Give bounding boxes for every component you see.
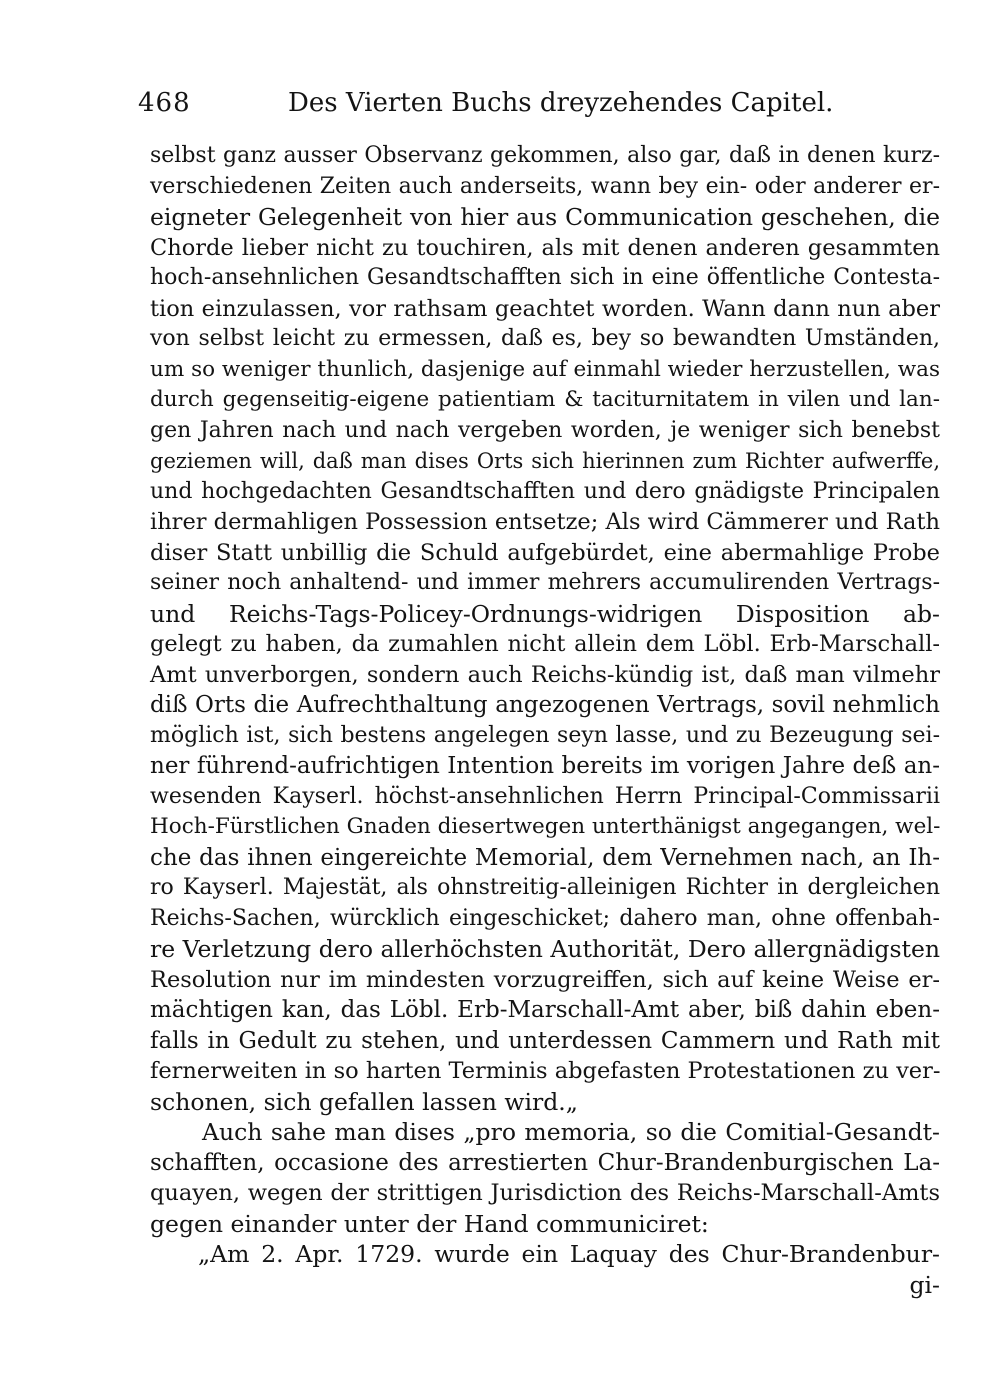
text-line: hoch-ansehnlichen Gesandtschafften sich in eine öffentliche Contesta- [150, 265, 940, 290]
text-line: wesenden Kayserl. höchst-ansehnlichen Herrn Principal-Commissarii [150, 783, 940, 809]
text-line: tion einzulassen, vor rathsam geachtet worden. Wann dann nun aber [150, 295, 940, 322]
body-text [150, 141, 940, 1300]
running-head [138, 88, 834, 128]
text-line: Auch sahe man dises „pro memoria, so die Comitial-Gesandt- [202, 1118, 940, 1146]
text-line: möglich ist, sich bestens angelegen seyn lasse, und zu Bezeugung sei- [150, 722, 940, 748]
text-line: „Am 2. Apr. 1729. wurde ein Laquay des Chur-Brandenbur- [198, 1240, 940, 1268]
text-line: falls in Gedult zu stehen, und unterdessen Cammern und Rath mit [150, 1027, 940, 1054]
text-line: gelegt zu haben, da zumahlen nicht allein dem Löbl. Erb-Marschall- [150, 631, 940, 657]
text-line: Hoch-Fürstlichen Gnaden diesertwegen unterthänigst angegangen, wel- [150, 814, 941, 839]
text-line: Amt unverborgen, sondern auch Reichs-kündig ist, daß man vilmehr [150, 661, 940, 688]
text-line: Chorde lieber nicht zu touchiren, als mit denen anderen gesammten [150, 234, 940, 261]
text-line: ihrer dermahligen Possession entsetze; Als wird Cämmerer und Rath [150, 509, 940, 535]
text-line: Reichs-Sachen, würcklich eingeschicket; dahero man, ohne offenbah- [150, 905, 940, 931]
text-line: verschiedenen Zeiten auch anderseits, wann bey ein- oder anderer er- [150, 173, 940, 199]
text-line: gegen einander unter der Hand communiciret: [150, 1209, 709, 1238]
text-line: seiner noch anhaltend- und immer mehrers accumulirenden Vertrags- [150, 570, 940, 595]
text-line: von selbst leicht zu ermessen, daß es, bey so bewandten Umständen, [150, 326, 940, 351]
text-line: schonen, sich gefallen lassen wird.„ [150, 1087, 578, 1116]
text-line: mächtigen kan, das Löbl. Erb-Marschall-Amt aber, biß dahin eben- [150, 997, 940, 1023]
text-line: re Verletzung dero allerhöchsten Authorität, Dero allergnädigsten [150, 935, 940, 963]
text-line: und hochgedachten Gesandtschafften und dero gnädigste Principalen [150, 478, 940, 504]
text-line: quayen, wegen der strittigen Jurisdiction des Reichs-Marschall-Amts [150, 1180, 940, 1206]
text-line: um so weniger thunlich, dasjenige auf einmahl wieder herzustellen, was [150, 356, 940, 382]
text-line: geziemen will, daß man dises Orts sich hierinnen zum Richter aufwerffe, [150, 449, 940, 473]
text-line: fernerweiten in so harten Terminis abgefasten Protestationen zu ver- [150, 1058, 941, 1084]
text-line: diser Statt unbillig die Schuld aufgebürdet, eine abermahlige Probe [150, 539, 940, 566]
text-line: eigneter Gelegenheit von hier aus Communication geschehen, die [150, 203, 940, 231]
page-number: 468 [138, 88, 191, 118]
text-line: gen Jahren nach und nach vergeben worden, je weniger sich benebst [150, 417, 940, 443]
text-line: schafften, occasione des arrestierten Chur-Brandenburgischen La- [150, 1149, 940, 1176]
text-line: durch gegenseitig-eigene patientiam & taciturnitatem in vilen und lan- [150, 387, 940, 412]
text-line: diß Orts die Aufrechthaltung angezogenen Vertrags, sovil nehmlich [150, 692, 940, 718]
catchword: gi- [909, 1270, 940, 1299]
running-title: Des Vierten Buchs dreyzehendes Capitel. [288, 88, 834, 118]
text-line: Resolution nur im mindesten vorzugreiffen, sich auf keine Weise er- [150, 966, 940, 993]
text-line: ner führend-aufrichtigen Intention bereits im vorigen Jahre deß an- [150, 753, 940, 779]
text-line: selbst ganz ausser Observanz gekommen, also gar, daß in denen kurz- [150, 143, 940, 168]
text-line: und Reichs-Tags-Policey-Ordnungs-widrigen Disposition ab- [150, 599, 940, 628]
text-line: ro Kayserl. Majestät, als ohnstreitig-alleinigen Richter in dergleichen [150, 875, 940, 900]
text-line: che das ihnen eingereichte Memorial, dem Vernehmen nach, an Ih- [150, 844, 940, 871]
